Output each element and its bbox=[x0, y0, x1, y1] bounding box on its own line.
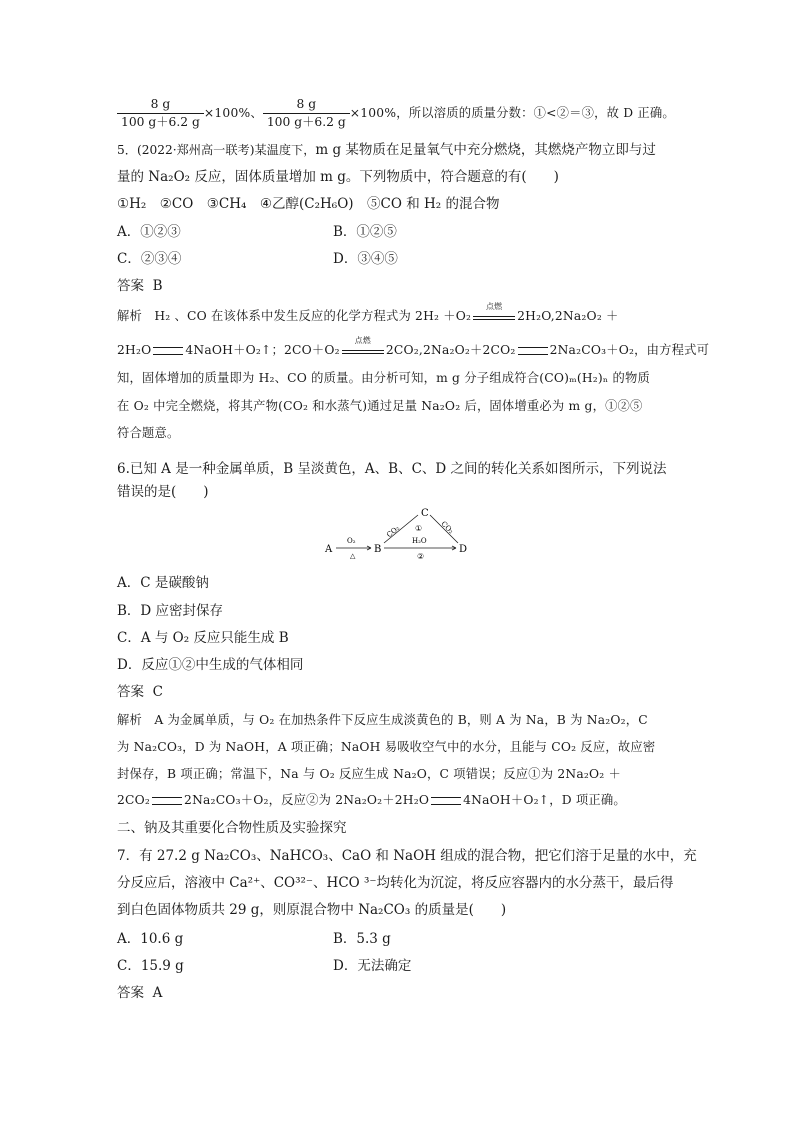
q6-line-1: 6.已知 A 是一种金属单质，B 呈淡黄色，A、B、C、D 之间的转化关系如图所示，下列说法 bbox=[117, 461, 667, 477]
q5-line-2: 量的 Na₂O₂ 反应，固体质量增加 m g。下列物质中，符合题意的有( ) bbox=[117, 169, 559, 185]
fraction-2-numerator: 8 g bbox=[263, 96, 350, 114]
equals-sign bbox=[431, 797, 461, 805]
explanation-text: 2Na₂CO₃＋O₂，由方程式可 bbox=[549, 343, 710, 357]
answer-label: 答案 bbox=[117, 278, 144, 294]
fraction-line-tail: ×100%，所以溶质的质量分数：①<②＝③，故 D 正确。 bbox=[349, 106, 675, 120]
q7-line-2: 分反应后，溶液中 Ca²⁺、CO³²⁻、HCO ³⁻均转化为沉淀，将反应容器内的水分蒸干，最后得 bbox=[117, 875, 674, 891]
q5-option-d: D．③④⑤ bbox=[333, 251, 398, 267]
q5-explanation-5: 符合题意。 bbox=[117, 426, 180, 440]
q5-option-c: C．②③④ bbox=[117, 251, 182, 267]
q7-line-3: 到白色固体物质共 29 g，则原混合物中 Na₂CO₃ 的质量是( ) bbox=[117, 902, 507, 918]
equals-sign bbox=[152, 797, 182, 805]
q7-option-b: B．5.3 g bbox=[333, 931, 391, 947]
q7-line-1: 7．有 27.2 g Na₂CO₃、NaHCO₃、CaO 和 NaOH 组成的混合物，把它们溶于足量的水中，充 bbox=[117, 848, 697, 864]
reaction-1-label: ① bbox=[415, 524, 423, 533]
q5-explanation-2 bbox=[117, 335, 710, 360]
answer-value: A bbox=[152, 985, 163, 1001]
fraction-1-denominator: 100 g＋6.2 g bbox=[121, 115, 200, 129]
condition-label: 点燃 bbox=[354, 335, 372, 345]
q5-items: ①H₂ ②CO ③CH₄ ④乙醇(C₂H₆O) ⑤CO 和 H₂ 的混合物 bbox=[117, 196, 500, 212]
explanation-text: 2H₂O,2Na₂O₂ ＋ bbox=[517, 309, 619, 323]
condition-label: 点燃 bbox=[485, 301, 503, 311]
answer-label: 答案 bbox=[117, 684, 144, 700]
ignite-arrow bbox=[473, 301, 515, 324]
h2o-label: H₂O bbox=[412, 537, 427, 545]
q5-stem-1: m g 某物质在足量氧气中充分燃烧，其燃烧产物立即与过 bbox=[315, 142, 656, 158]
q7-answer bbox=[117, 983, 162, 1003]
explanation-text: 2CO₂,2Na₂O₂＋2CO₂ bbox=[385, 343, 516, 357]
q6-option-b: B．D 应密封保存 bbox=[117, 603, 224, 619]
ignite-arrow bbox=[342, 335, 384, 358]
explanation-text: 2CO₂ bbox=[117, 793, 151, 807]
q5-explanation-4: 在 O₂ 中完全燃烧，将其产物(CO₂ 和水蒸气)通过足量 Na₂O₂ 后，固体增重必为 m g，①②⑤ bbox=[117, 399, 643, 413]
q6-option-d: D．反应①②中生成的气体相同 bbox=[117, 657, 304, 673]
q6-option-a: A．C 是碳酸钠 bbox=[117, 575, 209, 591]
q7-option-c: C．15.9 g bbox=[117, 958, 184, 974]
q6-line-2: 错误的是( ) bbox=[117, 484, 209, 500]
equals-sign bbox=[518, 347, 548, 355]
node-d: D bbox=[459, 544, 468, 555]
q6-option-c: C．A 与 O₂ 反应只能生成 B bbox=[117, 630, 289, 646]
q5-explanation-3: 知，固体增加的质量即为 H₂、CO 的质量。由分析可知，m g 分子组成符合(CO)ₘ(H₂)ₙ 的物质 bbox=[117, 371, 651, 385]
q5-answer bbox=[117, 276, 163, 296]
q5-explanation-1 bbox=[117, 301, 619, 326]
q6-answer bbox=[117, 682, 163, 702]
fraction-1-numerator: 8 g bbox=[117, 96, 204, 114]
answer-value: C bbox=[152, 684, 163, 700]
fraction-2 bbox=[263, 96, 350, 131]
node-c: C bbox=[421, 508, 429, 519]
q6-explanation-1 bbox=[117, 710, 648, 730]
o2-label: O₂ bbox=[347, 537, 356, 545]
percent-1: ×100%、 bbox=[203, 106, 263, 120]
fraction-1 bbox=[117, 96, 204, 131]
conversion-diagram bbox=[316, 505, 476, 567]
q7-option-d: D．无法确定 bbox=[333, 958, 412, 974]
q5-option-a: A．①②③ bbox=[117, 224, 181, 240]
q5-option-b: B．①②⑤ bbox=[333, 224, 397, 240]
q6-explanation-4 bbox=[117, 790, 626, 810]
section-heading: 二、钠及其重要化合物性质及实验探究 bbox=[117, 820, 347, 836]
equals-sign bbox=[153, 347, 183, 355]
explanation-text: 4NaOH＋O₂↑，D 项正确。 bbox=[463, 793, 626, 807]
q5-source: 5．(2022·郑州高一联考)某温度下， bbox=[117, 143, 316, 157]
node-a: A bbox=[325, 544, 333, 555]
fraction-2-denominator: 100 g＋6.2 g bbox=[266, 115, 346, 129]
explanation-text: A 为金属单质，与 O₂ 在加热条件下反应生成淡黄色的 B，则 A 为 Na，B 为 Na₂O₂，C bbox=[154, 713, 648, 727]
co2-left-label: CO₂ bbox=[385, 524, 402, 540]
co2-right-label: CO₂ bbox=[439, 519, 455, 536]
heat-label: △ bbox=[350, 552, 356, 560]
fraction-line bbox=[117, 96, 675, 131]
node-b: B bbox=[374, 544, 382, 555]
q6-explanation-3: 封保存，B 项正确；常温下，Na 与 O₂ 反应生成 Na₂O，C 项错误；反应①为 2Na₂O₂ ＋ bbox=[117, 767, 621, 781]
explanation-text: H₂ 、CO 在该体系中发生反应的化学方程式为 2H₂ ＋O₂ bbox=[154, 309, 472, 323]
explanation-label: 解析 bbox=[117, 309, 142, 323]
q7-option-a: A．10.6 g bbox=[117, 931, 184, 947]
explanation-label: 解析 bbox=[117, 713, 142, 727]
q5-line-1 bbox=[117, 140, 656, 160]
reaction-2-label: ② bbox=[417, 552, 425, 561]
explanation-text: 2Na₂CO₃＋O₂，反应②为 2Na₂O₂＋2H₂O bbox=[184, 793, 430, 807]
answer-value: B bbox=[152, 278, 163, 294]
answer-label: 答案 bbox=[117, 985, 144, 1001]
explanation-text: 2H₂O bbox=[117, 343, 152, 357]
q6-explanation-2: 为 Na₂CO₃，D 为 NaOH，A 项正确；NaOH 易吸收空气中的水分，且能与 CO₂ 反应，故应密 bbox=[117, 740, 656, 754]
explanation-text: 4NaOH＋O₂↑；2CO＋O₂ bbox=[185, 343, 340, 357]
